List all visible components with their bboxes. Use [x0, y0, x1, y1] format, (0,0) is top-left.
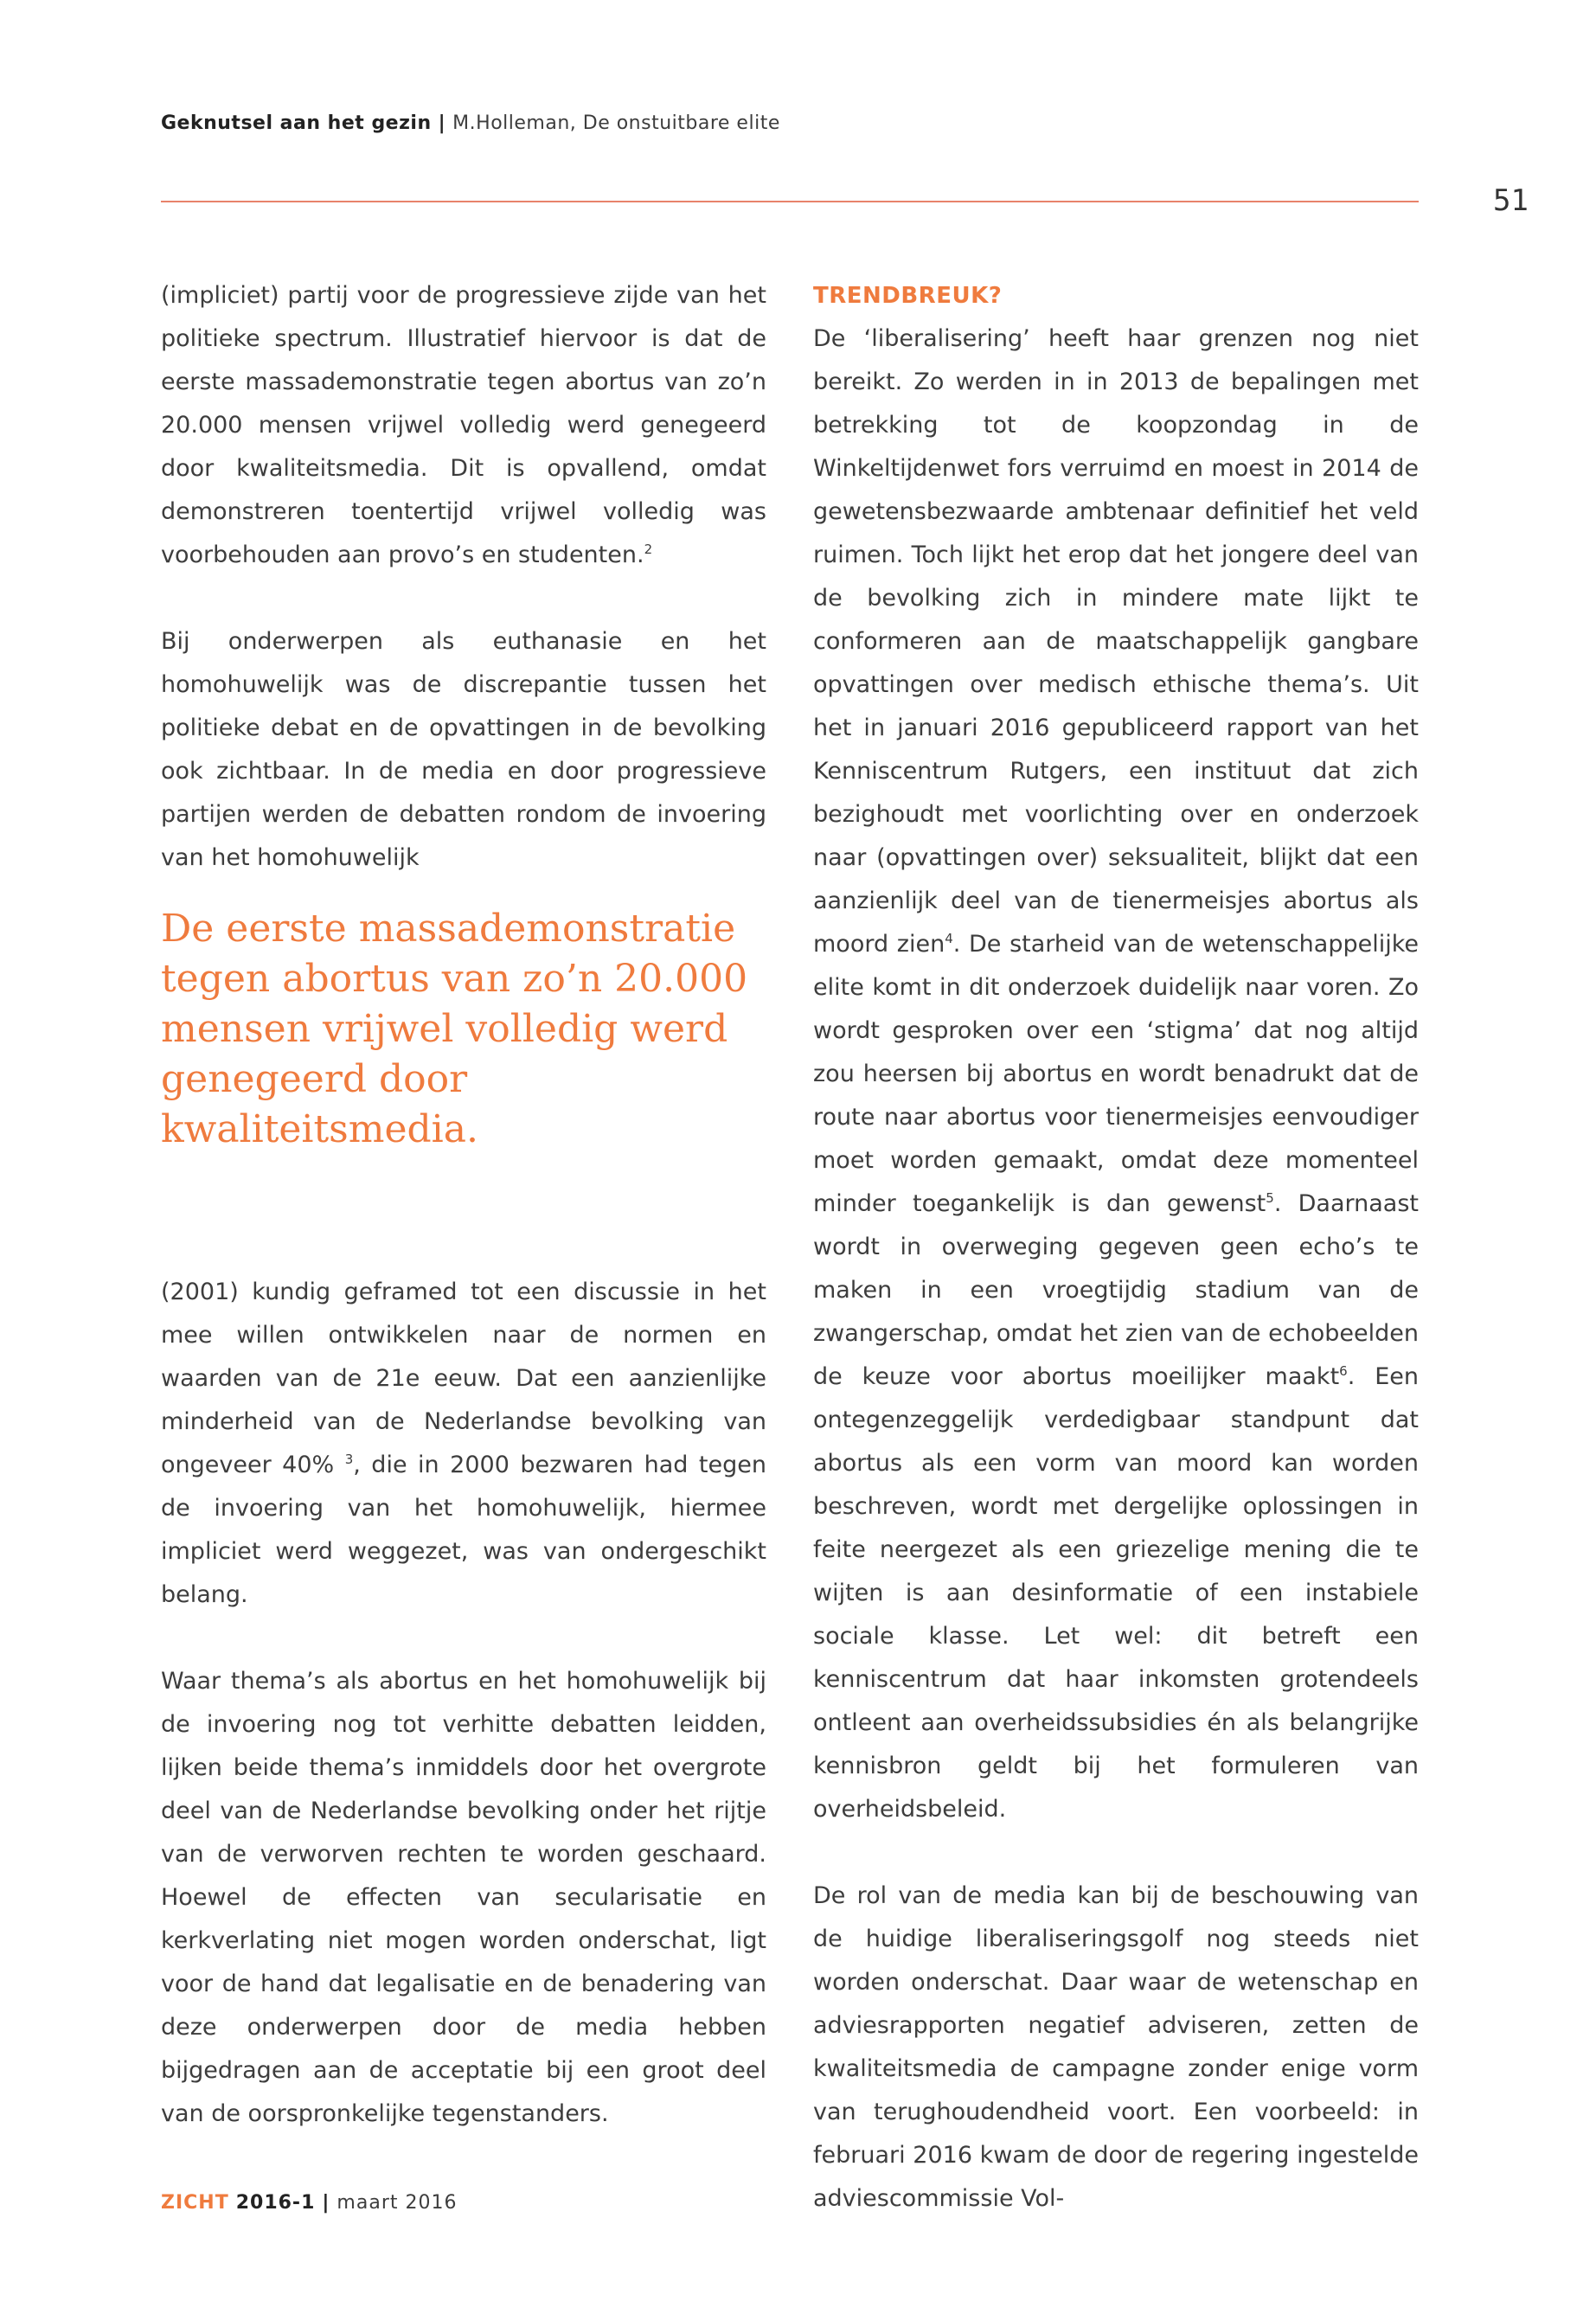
footer-date: maart 2016: [337, 2192, 458, 2214]
header-rule: [161, 201, 1419, 202]
running-footer: [161, 2192, 457, 2214]
header-separator: |: [438, 112, 446, 134]
footer-brand: ZICHT: [161, 2192, 229, 2214]
header-subtitle: M.Holleman, De onstuitbare elite: [452, 112, 780, 134]
paragraph-right-1-part-d: . Een ontegenzeggelijk verdedigbaar standpunt dat abortus als een vorm van moord kan worden beschreven, wordt met dergelijke oplossingen in feite neergezet als een griezelige mening die te wijten is aan desinformatie of een instabiele sociale klasse. Let wel: dit betreft een kenniscentrum dat haar inkomsten grotendeels ontleent aan overheidssubsidies én als belangrijke kennisbron geldt bij het formuleren van overheidsbeleid.: [813, 1363, 1420, 1823]
header-title: Geknutsel aan het gezin: [161, 112, 432, 134]
paragraph-right-2: De rol van de media kan bij de beschouwing van de huidige liberaliseringsgolf nog steeds niet worden onderschat. Daar waar de wetenschap en adviesrapporten negatief adviseren, zetten de kwaliteitsmedia de campagne zonder enige vorm van terughoudendheid voort. Een voorbeeld: in februari 2016 kwam de door de regering ingestelde adviescommissie Vol-: [813, 1882, 1419, 2212]
paragraph-left-4: Waar thema’s als abortus en het homohuwelijk bij de invoering nog tot verhitte debatten leidden, lijken beide thema’s inmiddels door het overgrote deel van de Nederlandse bevolking onder het rijtje van de verworven rechten te worden geschaard. Hoewel de effecten van secularisatie en kerkverlating niet mogen worden onderschat, ligt voor de hand dat legalisatie en de benadering van deze onderwerpen door de media hebben bijgedragen aan de acceptatie bij een groot deel van de oorspronkelijke tegenstanders.: [161, 1668, 766, 2127]
footer-separator: |: [322, 2192, 330, 2214]
paragraph-left-1: [161, 274, 766, 577]
paragraph-right-1-part-c: . Daarnaast wordt in overweging gegeven geen echo’s te maken in een vroegtijdig stadium van de zwangerschap, omdat het zien van de echobeelden de keuze voor abortus moeilijker maakt: [813, 1190, 1420, 1390]
footnote-ref-4[interactable]: 4: [945, 931, 953, 946]
section-heading-trendbreuk: TRENDBREUK?: [813, 283, 1003, 309]
footnote-ref-2[interactable]: 2: [644, 542, 653, 557]
footer-issue: 2016-1: [235, 2192, 316, 2214]
paragraph-left-3: [161, 1271, 766, 1617]
paragraph-right-1-part-b: . De starheid van de wetenschappelijke elite komt in dit onderzoek duidelijk naar voren. Zo wordt gesproken over een ‘stigma’ dat nog altijd zou heersen bij abortus en wordt benadrukt dat de route naar abortus voor tienermeisjes eenvoudiger moet worden gemaakt, omdat deze momenteel minder toegankelijk is dan gewenst: [813, 931, 1419, 1217]
running-header: [161, 112, 780, 134]
paragraph-left-3-text-a: (2001) kundig geframed tot een discussie in het mee willen ontwikkelen naar de normen en waarden van de 21e eeuw. Dat een aanzienlijke minderheid van de Nederlandse bevolking van ongeveer 40%: [161, 1279, 766, 1478]
paragraph-left-1-text: (impliciet) partij voor de progressieve zijde van het politieke spectrum. Illustratief hiervoor is dat de eerste massademonstratie tegen abortus van zo’n 20.000 mensen vrijwel volledig werd genegeerd door kwaliteitsmedia. Dit is opvallend, omdat demonstreren toentertijd vrijwel volledig was voorbehouden aan provo’s en studenten.: [161, 282, 766, 568]
left-column-top: [161, 274, 766, 880]
footnote-ref-5[interactable]: 5: [1266, 1190, 1274, 1206]
paragraph-left-2: Bij onderwerpen als euthanasie en het homohuwelijk was de discrepantie tussen het politieke debat en de opvattingen in de bevolking ook zichtbaar. In de media en door progressieve partijen werden de debatten rondom de invoering van het homohuwelijk: [161, 628, 766, 871]
paragraph-left-3-text-b: , die in 2000 bezwaren had tegen de invoering van het homohuwelijk, hiermee impliciet werd weggezet, was van ondergeschikt belang.: [161, 1452, 766, 1608]
right-column: [813, 274, 1419, 2221]
page-number: 51: [1493, 183, 1529, 218]
paragraph-right-1-part-a: De ‘liberalisering’ heeft haar grenzen nog niet bereikt. Zo werden in in 2013 de bepalingen met betrekking tot de koopzondag in de Winkeltijdenwet fors verruimd en moest in 2014 de gewetensbezwaarde ambtenaar definitief het veld ruimen. Toch lijkt het erop dat het jongere deel van de bevolking zich in mindere mate lijkt te conformeren aan de maatschappelijk gangbare opvattingen over medisch ethische thema’s. Uit het in januari 2016 gepubliceerd rapport van het Kenniscentrum Rutgers, een instituut dat zich bezighoudt met voorlichting over en onderzoek naar (opvattingen over) seksualiteit, blijkt dat een aanzienlijk deel van de tienermeisjes abortus als moord zien: [813, 325, 1419, 958]
footnote-ref-3[interactable]: 3: [344, 1452, 354, 1467]
pull-quote: De eerste massademonstratie tegen abortus van zo’n 20.000 mensen vrijwel volledig werd genegeerd door kwaliteitsmedia.: [161, 907, 748, 1151]
paragraph-right-1: [813, 317, 1419, 1831]
left-column-bottom: [161, 1271, 766, 2136]
footnote-ref-6[interactable]: 6: [1339, 1363, 1348, 1379]
